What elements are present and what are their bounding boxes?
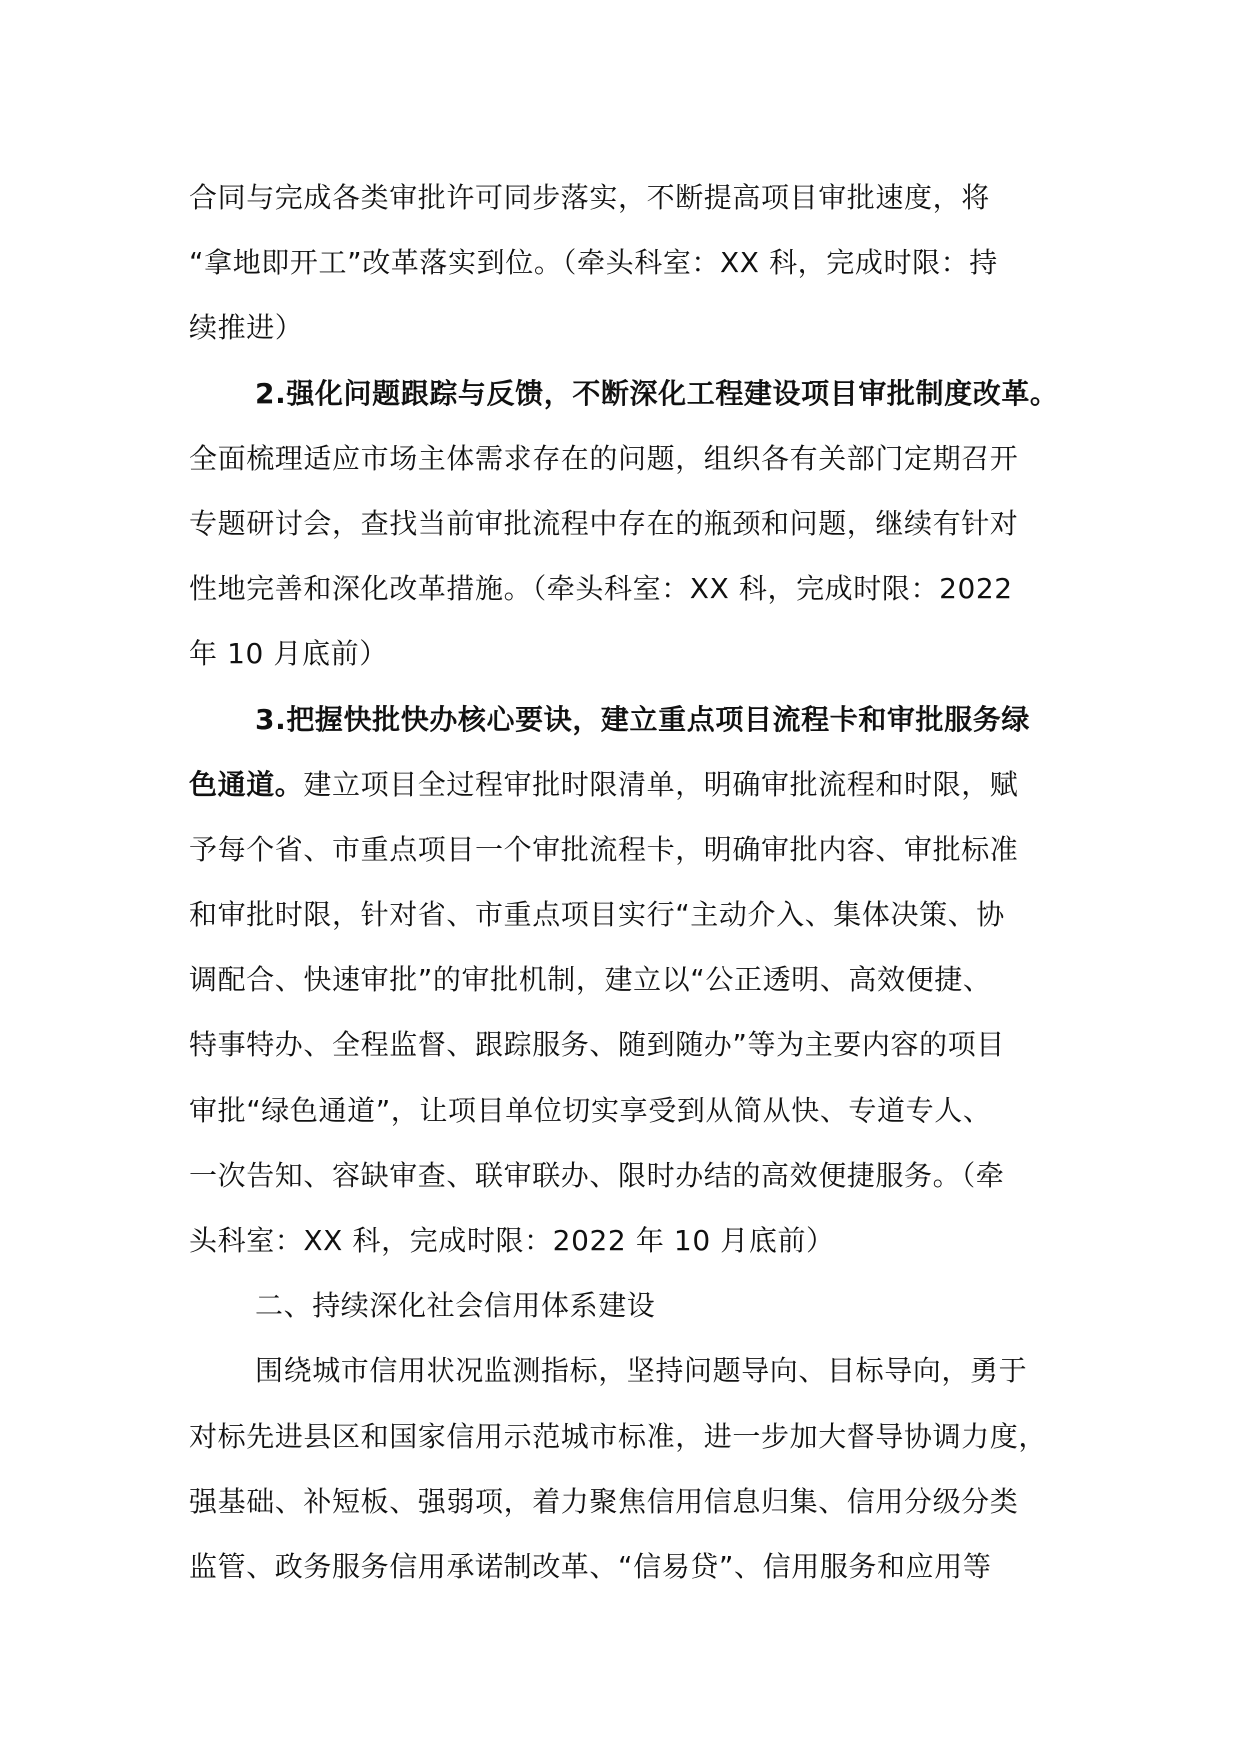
line-text: 全面梳理适应市场主体需求存在的问题，组织各有关部门定期召开 xyxy=(189,441,1019,475)
line-text: 建立项目全过程审批时限清单，明确审批流程和时限，赋 xyxy=(303,767,1019,801)
heading-text: 2.强化问题跟踪与反馈，不断深化工程建设项目审批制度改革。 xyxy=(255,376,1059,410)
line-text: 续推进） xyxy=(189,311,304,345)
paragraph-line xyxy=(189,1208,1059,1273)
section-heading-2 xyxy=(189,361,1059,426)
section-heading-3 xyxy=(189,687,1059,752)
line-text: 审批“绿色通道”，让项目单位切实享受到从简从快、专道专人、 xyxy=(189,1093,992,1127)
heading-text: 3.把握快批快办核心要诀，建立重点项目流程卡和审批服务绿 xyxy=(255,702,1030,736)
line-text: 围绕城市信用状况监测指标，坚持问题导向、目标导向，勇于 xyxy=(255,1354,1028,1388)
paragraph-line xyxy=(189,426,1059,491)
paragraph-line xyxy=(189,1078,1059,1143)
paragraph-line xyxy=(189,1404,1059,1469)
paragraph-line xyxy=(189,295,1059,360)
document-body xyxy=(189,165,1059,1599)
line-text: 专题研讨会，查找当前审批流程中存在的瓶颈和问题，继续有针对 xyxy=(189,506,1019,540)
paragraph-line xyxy=(189,230,1059,295)
line-text: 特事特办、全程监督、跟踪服务、随到随办”等为主要内容的项目 xyxy=(189,1028,1005,1062)
paragraph-line xyxy=(189,1338,1059,1403)
paragraph-line xyxy=(189,1012,1059,1077)
line-text: 年 10 月底前） xyxy=(189,637,388,671)
paragraph-line xyxy=(189,1469,1059,1534)
paragraph-line xyxy=(189,1143,1059,1208)
line-text: 监管、政务服务信用承诺制改革、“信易贷”、信用服务和应用等 xyxy=(189,1549,992,1583)
line-text: 强基础、补短板、强弱项，着力聚焦信用信息归集、信用分级分类 xyxy=(189,1484,1019,1518)
line-text: 对标先进县区和国家信用示范城市标准，进一步加大督导协调力度， xyxy=(189,1419,1048,1453)
line-text: 调配合、快速审批”的审批机制，建立以“公正透明、高效便捷、 xyxy=(189,963,992,997)
paragraph-line xyxy=(189,752,1059,817)
paragraph-line xyxy=(189,882,1059,947)
line-text: 二、持续深化社会信用体系建设 xyxy=(255,1289,656,1323)
line-text: “拿地即开工”改革落实到位。（牵头科室：XX 科，完成时限：持 xyxy=(189,246,998,280)
paragraph-line xyxy=(189,947,1059,1012)
paragraph-line xyxy=(189,621,1059,686)
paragraph-line xyxy=(189,165,1059,230)
line-text: 性地完善和深化改革措施。（牵头科室：XX 科，完成时限：2022 xyxy=(189,572,1013,606)
line-text: 予每个省、市重点项目一个审批流程卡，明确审批内容、审批标准 xyxy=(189,832,1019,866)
section-heading-two xyxy=(189,1273,1059,1338)
line-text: 合同与完成各类审批许可同步落实，不断提高项目审批速度，将 xyxy=(189,181,990,214)
paragraph-line xyxy=(189,556,1059,621)
line-text: 头科室：XX 科，完成时限：2022 年 10 月底前） xyxy=(189,1224,835,1257)
paragraph-line xyxy=(189,1534,1059,1599)
line-text: 一次告知、容缺审查、联审联办、限时办结的高效便捷服务。（牵 xyxy=(189,1158,1005,1192)
paragraph-line xyxy=(189,491,1059,556)
heading-text-continued: 色通道。 xyxy=(189,767,304,801)
paragraph-line xyxy=(189,817,1059,882)
line-text: 和审批时限，针对省、市重点项目实行“主动介入、集体决策、协 xyxy=(189,898,1005,932)
